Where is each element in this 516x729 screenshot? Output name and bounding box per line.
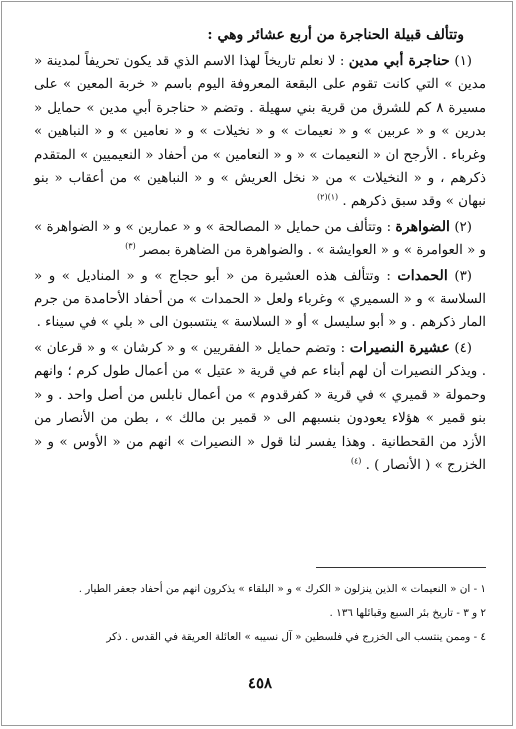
paragraph-3 <box>34 265 486 335</box>
footnote-ref: (١) <box>327 192 339 202</box>
footnotes <box>34 580 486 652</box>
paragraph-heading: حناجرة أبي مدين <box>348 53 450 69</box>
paragraph-1 <box>34 50 486 214</box>
paragraph-text: : لا نعلم تاريخاً لهذا الاسم الذي قد يكون تحريفاً لمدينة « مدين » التي كانت تقوم على البقعة المعروفة اليوم باسم « خربة المعين » على مسيرة ٨ كم للشرق من قرية بني سهيلة . وتضم « حناجرة أبي مدين » حمايل « بدرين » و « عربين » و « نعيمات » و « نخيلات » و « نعامين » و « النباهين » وغرباء . الأرجح ان « النعيمات » « و « النعامين » من أحفاد « النعيميين » المتقدم ذكرهم ، و « النخيلات » من « نخل العريش » و « النباهين » من أعقاب « بنو نبهان » وقد سبق ذكرهم . <box>34 54 486 210</box>
paragraph-number: (٢) <box>454 219 472 235</box>
footnote-1: ١ - ان « النعيمات » الذين ينزلون « الكرك » و « البلقاء » يذكرون انهم من أحفاد جعفر الطيار . <box>78 583 486 595</box>
intro-line: وتتألف قبيلة الحناجرة من أربع عشائر وهي : <box>207 27 464 43</box>
paragraph-text: : وتتألف هذه العشيرة من « أبو حجاج » و « المناديل » و « السلاسة » و « السميري » وغرباء ولعل « الحمدات » من أحفاد الأحامدة من جرم المار ذكرهم . و « أبو سليسل » أو « السلاسة » ينتسبون الى « بلي » في سيناء . <box>34 268 486 331</box>
paragraph-number: (٤) <box>454 340 472 356</box>
paragraph-text: : وتتألف من حمايل « المصالحة » و « عمارين » و « الضواهرة » و « العوامرة » و « العوايشة » . والضواهرة من الضاهرة بمصر <box>34 219 486 259</box>
document-page <box>34 24 486 692</box>
paragraph-heading: الضواهرة <box>395 218 451 235</box>
paragraph-text: : وتضم حمايل « الفقريين » و « كرشان » و « قرعان » . ويذكر النصيرات أن لهم أبناء عم في قرية « عتيل » من أعمال طول كرم ؛ وانهم وحمولة « قميري » في قرية « كفرقدوم » من أعمال نابلس من أصل واحد . و « بنو قمير » هؤلاء يعودون بنسبهم الى « قمير بن مالك » ، بطن من الأنصار من الأزد من القحطانية . وهذا يفسر لنا قول « النصيرات » انهم من « الأوس » و « الخزرج » ( الأنصار ) . <box>34 340 486 473</box>
page-number: ٤٥٨ <box>247 674 273 692</box>
paragraph-4 <box>34 337 486 477</box>
footnote-ref: (٢) <box>317 192 328 202</box>
footnote-ref: (٤) <box>350 456 362 466</box>
footnote-2-3: ٢ و ٣ - تاريخ بئر السبع وقبائلها ١٣٦ . <box>329 607 486 619</box>
paragraph-heading: عشيرة النصيرات <box>349 339 450 356</box>
paragraph-2 <box>34 216 486 263</box>
footnote-divider <box>316 567 486 568</box>
paragraph-heading: الحمدات <box>397 267 448 284</box>
footnote-ref: (٣) <box>125 241 136 251</box>
paragraph-number: (١) <box>454 54 472 69</box>
paragraph-number: (٣) <box>454 268 472 284</box>
page-frame <box>1 1 513 726</box>
footnote-4: ٤ - وممن ينتسب الى الخزرج في فلسطين « آل نسيبه » العائلة العريقة في القدس . ذكر <box>106 631 486 643</box>
